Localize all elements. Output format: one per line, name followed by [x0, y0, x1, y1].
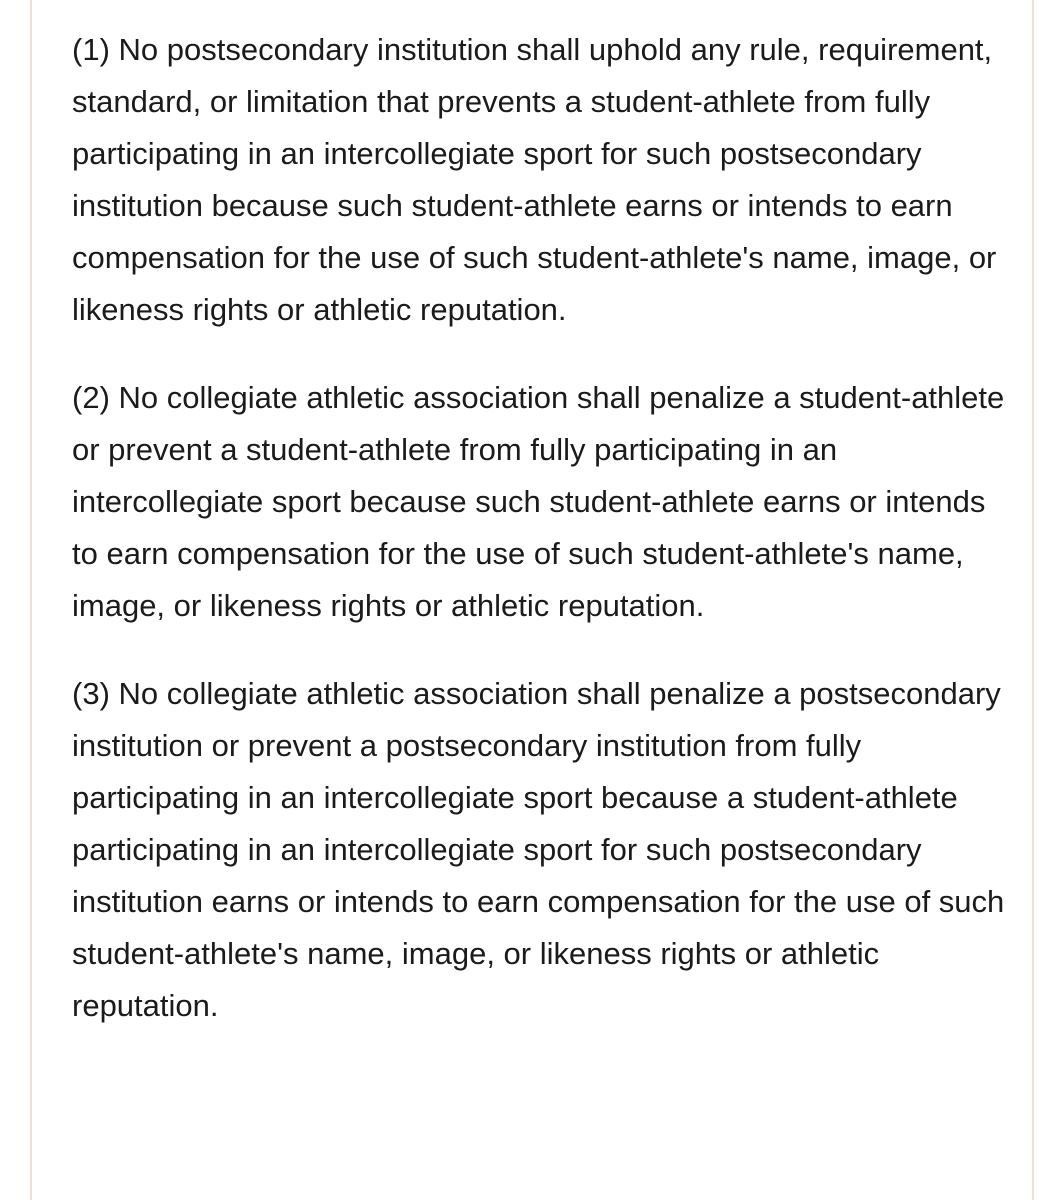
paragraph-2: (2) No collegiate athletic association shall penalize a student-athlete or prevent a student-athlete from fully participating in an intercollegiate sport because such student-athlete earns or intends to earn compensation for the use of such student-athlete's name, image, or likeness rights or athletic reputation.	[72, 380, 1005, 623]
document-body	[72, 24, 1012, 1032]
left-border-rule	[30, 0, 32, 1200]
paragraph-1: (1) No postsecondary institution shall uphold any rule, requirement, standard, or limitation that prevents a student-athlete from fully participating in an intercollegiate sport for such postsecondary institution because such student-athlete earns or intends to earn compensation for the use of such student-athlete's name, image, or likeness rights or athletic reputation.	[72, 32, 997, 327]
paragraph-3: (3) No collegiate athletic association shall penalize a postsecondary institution or prevent a postsecondary institution from fully participating in an intercollegiate sport because a student-athlete participating in an intercollegiate sport for such postsecondary institution earns or intends to earn compensation for the use of such student-athlete's name, image, or likeness rights or athletic reputation.	[72, 676, 1005, 1023]
right-border-rule	[1032, 0, 1034, 1200]
